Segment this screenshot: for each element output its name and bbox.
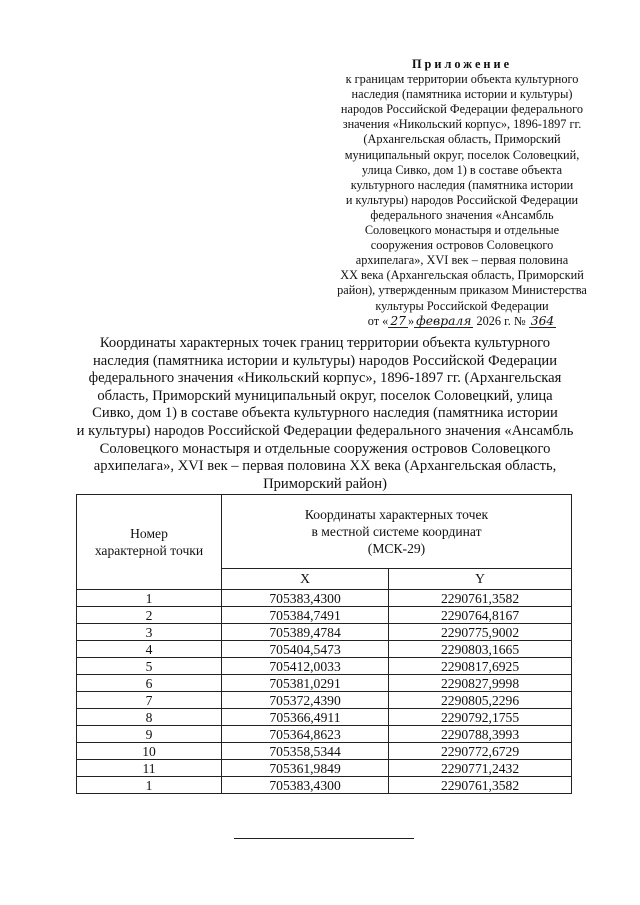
- point-header-line: Номер: [130, 526, 168, 541]
- y-cell: 2290792,1755: [389, 709, 572, 726]
- table-row: [77, 624, 572, 641]
- title-line: наследия (памятника истории и культуры) народов Российской Федерации: [92, 352, 558, 369]
- appendix-line: культурного наследия (памятника истории: [350, 177, 574, 192]
- coordinates-header: [222, 495, 572, 569]
- y-cell: 2290817,6925: [389, 658, 572, 675]
- appendix-line: значения «Никольский корпус», 1896-1897 гг.: [342, 117, 582, 132]
- order-day-handwritten: 27: [390, 313, 406, 328]
- x-cell: 705404,5473: [222, 641, 389, 658]
- title-line: федерального значения «Никольский корпус», 1896-1897 гг. (Архангельская: [88, 370, 562, 387]
- appendix-heading: Приложение: [411, 57, 513, 71]
- y-cell: 2290805,2296: [389, 692, 572, 709]
- y-cell: 2290764,8167: [389, 607, 572, 624]
- coord-header-line: Координаты характерных точек: [304, 506, 489, 522]
- point-number-cell: 2: [77, 607, 222, 624]
- order-reference: [318, 314, 606, 329]
- table-row: [77, 658, 572, 675]
- appendix-line: (Архангельская область, Приморский: [363, 132, 561, 147]
- point-header-line: характерной точки: [94, 543, 204, 558]
- order-month-handwritten: февраля: [416, 313, 472, 328]
- x-cell: 705372,4390: [222, 692, 389, 709]
- appendix-line: наследия (памятника истории и культуры): [351, 87, 573, 102]
- x-cell: 705383,4300: [222, 590, 389, 607]
- y-cell: 2290771,2432: [389, 760, 572, 777]
- point-number-cell: 1: [77, 777, 222, 794]
- bottom-divider: [234, 838, 414, 839]
- x-cell: 705358,5344: [222, 743, 389, 760]
- y-cell: 2290775,9002: [389, 624, 572, 641]
- y-cell: 2290788,3993: [389, 726, 572, 743]
- coord-header-line: в местной системе координат: [311, 523, 482, 539]
- table-row: [77, 709, 572, 726]
- appendix-line: улица Сивко, дом 1) в составе объекта: [361, 162, 563, 177]
- order-mid: »: [408, 313, 415, 328]
- table-row: [77, 777, 572, 794]
- coord-header-line: (МСК-29): [367, 540, 426, 556]
- point-number-cell: 9: [77, 726, 222, 743]
- title-line: и культуры) народов Российской Федерации федерального значения «Ансамбль: [76, 422, 574, 439]
- table-row: [77, 743, 572, 760]
- point-number-cell: 4: [77, 641, 222, 658]
- title-line: Приморский район): [263, 475, 387, 492]
- appendix-line: сооружения островов Соловецкого: [370, 238, 554, 253]
- table-row: [77, 675, 572, 692]
- point-number-cell: 10: [77, 743, 222, 760]
- title-line: Соловецкого монастыря и отдельные сооружения островов Соловецкого: [99, 440, 551, 457]
- x-cell: 705412,0033: [222, 658, 389, 675]
- appendix-line: архипелага», XVI век – первая половина: [355, 253, 569, 268]
- y-cell: 2290761,3582: [389, 590, 572, 607]
- appendix-line: к границам территории объекта культурного: [345, 72, 579, 87]
- point-number-cell: 3: [77, 624, 222, 641]
- table-row: [77, 641, 572, 658]
- point-number-cell: 7: [77, 692, 222, 709]
- order-number-handwritten: 364: [530, 313, 555, 328]
- point-number-cell: 1: [77, 590, 222, 607]
- point-number-cell: 5: [77, 658, 222, 675]
- coordinates-table: [76, 494, 572, 794]
- appendix-line: XX века (Архангельская область, Приморский: [340, 268, 584, 283]
- point-number-header: [77, 495, 222, 590]
- appendix-block: [318, 57, 606, 329]
- appendix-line: муниципальный округ, поселок Соловецкий,: [344, 147, 580, 162]
- appendix-line: Соловецкого монастыря и отдельные: [364, 223, 560, 238]
- table-row: [77, 726, 572, 743]
- y-cell: 2290761,3582: [389, 777, 572, 794]
- point-number-cell: 11: [77, 760, 222, 777]
- x-cell: 705389,4784: [222, 624, 389, 641]
- title-line: Координаты характерных точек границ территории объекта культурного: [99, 335, 551, 351]
- table-row: [77, 607, 572, 624]
- x-column-header: X: [222, 568, 389, 589]
- x-cell: 705366,4911: [222, 709, 389, 726]
- y-cell: 2290772,6729: [389, 743, 572, 760]
- x-cell: 705383,4300: [222, 777, 389, 794]
- title-line: Сивко, дом 1) в составе объекта культурного наследия (памятника истории: [92, 405, 558, 422]
- table-row: [77, 590, 572, 607]
- appendix-line: культуры Российской Федерации: [375, 298, 549, 313]
- title-line: область, Приморский муниципальный округ, поселок Соловецкий, улица: [97, 387, 553, 404]
- y-cell: 2290827,9998: [389, 675, 572, 692]
- table-row: [77, 692, 572, 709]
- title-line: архипелага», XVI век – первая половина XX века (Архангельская область,: [93, 458, 557, 475]
- table-row: [77, 760, 572, 777]
- appendix-line: район), утвержденным приказом Министерства: [337, 283, 587, 298]
- x-cell: 705381,0291: [222, 675, 389, 692]
- x-cell: 705384,7491: [222, 607, 389, 624]
- order-suffix: 2026 г. №: [473, 313, 529, 328]
- point-number-cell: 6: [77, 675, 222, 692]
- appendix-line: народов Российской Федерации федерального: [340, 102, 584, 117]
- appendix-line: и культуры) народов Российской Федерации: [345, 192, 579, 207]
- document-title: [60, 335, 590, 493]
- x-cell: 705364,8623: [222, 726, 389, 743]
- order-prefix: от «: [367, 313, 389, 328]
- x-cell: 705361,9849: [222, 760, 389, 777]
- point-number-cell: 8: [77, 709, 222, 726]
- appendix-line: федерального значения «Ансамбль: [370, 207, 554, 222]
- y-cell: 2290803,1665: [389, 641, 572, 658]
- y-column-header: Y: [389, 568, 572, 589]
